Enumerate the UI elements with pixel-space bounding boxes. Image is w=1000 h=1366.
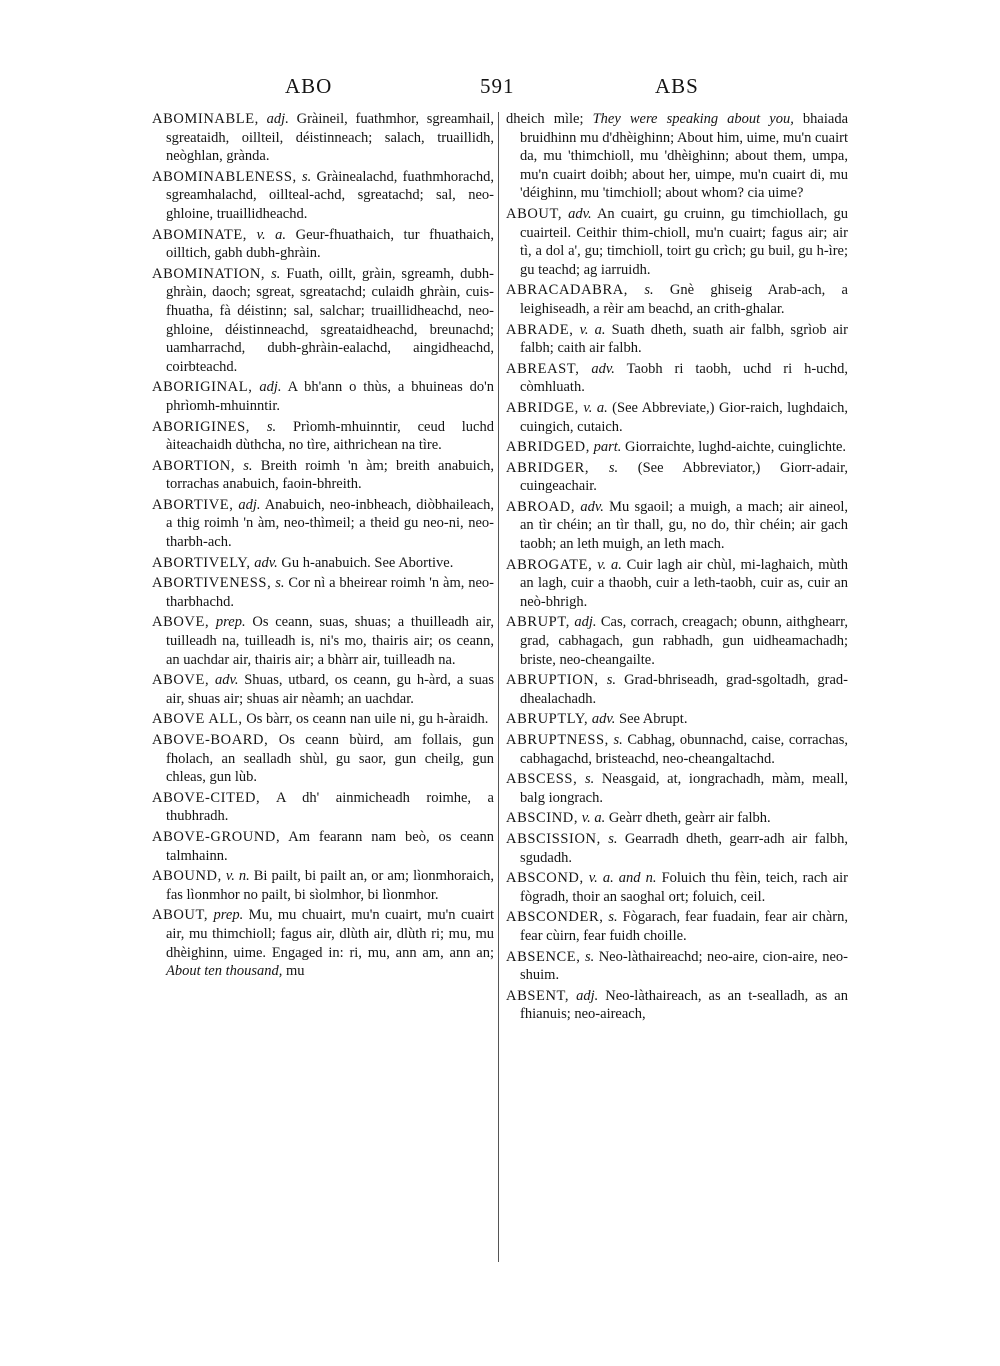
entry-headword: ABOVE ALL,: [152, 711, 243, 728]
entry-definition-continued: bhaiada bruidhinn mu d'dhèighinn; About him, uime, mu'n cuairt da, mu 'thimchioll, mu 'dhèighinn; about them, umpa, mu'n cuairt doibh; about her, uimpe, mu'n cuairt di, mu 'déighinn, mu 'timchioll; about whom? cia uime?: [520, 111, 848, 202]
entry-headword: ABSENT,: [506, 987, 570, 1004]
header-right-guideword: ABS: [655, 74, 699, 98]
entry-part-of-speech: v. a.: [583, 399, 608, 416]
entry-part-of-speech: adv.: [580, 498, 604, 515]
entry-definition: Gearradh dheth, gearr-adh air falbh, sgudadh.: [520, 830, 848, 866]
dictionary-entry: [152, 789, 494, 826]
entry-example: They were speaking about you,: [592, 111, 794, 127]
entry-definition: Gu h-anabuich. See Abortive.: [277, 554, 454, 571]
entry-definition: Giorraichte, lughd-aichte, cuinglichte.: [621, 439, 847, 456]
entry-headword: ABOMINATION,: [152, 265, 266, 282]
entry-headword: ABSCONDER,: [506, 909, 604, 926]
entry-part-of-speech: s.: [275, 575, 285, 592]
entry-headword: ABORTIVELY,: [152, 554, 251, 571]
header-left-guideword: ABO: [285, 74, 333, 98]
right-column: [506, 110, 848, 1026]
entry-headword: ABOMINATE,: [152, 226, 248, 243]
dictionary-entry: [506, 948, 848, 985]
entry-part-of-speech: v. a.: [581, 810, 606, 827]
entry-part-of-speech: s.: [266, 418, 277, 435]
entry-part-of-speech: s.: [271, 265, 281, 282]
dictionary-entry: [506, 809, 848, 828]
entry-definition: Taobh ri taobh, uchd ri h-uchd, còmhluath.: [520, 360, 848, 396]
entry-headword: ABOUT,: [152, 907, 209, 924]
entry-part-of-speech: s.: [606, 672, 616, 689]
dictionary-entry: [152, 226, 494, 263]
dictionary-entry: [152, 496, 494, 552]
dictionary-entry: [152, 418, 494, 455]
dictionary-entry: [506, 770, 848, 807]
entry-headword: ABSCISSION,: [506, 830, 601, 847]
dictionary-entry: [152, 906, 494, 980]
dictionary-entry: [506, 438, 848, 457]
entry-part-of-speech: adv.: [214, 672, 239, 689]
entry-definition: Prìomh-mhuinntir, ceud luchd àiteachaidh dùthcha, no tìre, aithrichean na tìre.: [166, 418, 494, 454]
entry-part-of-speech: v. n.: [225, 868, 250, 885]
entry-definition: Cuir lagh air chùl, mi-laghaich, mùth an lagh, cuir a thaobh, cuir a leth-taobh, cuir as, cuir an neò-bhrigh.: [520, 556, 848, 610]
entry-part-of-speech: part.: [593, 439, 622, 456]
dictionary-entry: [152, 265, 494, 377]
entry-part-of-speech: v. a.: [597, 556, 622, 573]
running-head: [150, 74, 850, 104]
entry-headword: ABORTION,: [152, 457, 236, 474]
entry-part-of-speech: v. a.: [579, 321, 606, 338]
entry-part-of-speech: adj.: [574, 614, 597, 631]
dictionary-entry: [506, 731, 848, 768]
entry-part-of-speech: adj.: [238, 496, 261, 513]
entry-part-of-speech: adv.: [254, 554, 278, 571]
entry-headword: ABORIGINES,: [152, 418, 251, 435]
entry-headword: ABORTIVENESS,: [152, 575, 272, 592]
entry-part-of-speech: s.: [584, 948, 595, 965]
entry-headword: ABRACADABRA,: [506, 282, 629, 299]
dictionary-entry: [506, 556, 848, 612]
dictionary-entry: [506, 710, 848, 729]
entry-headword: ABORIGINAL,: [152, 379, 253, 396]
dictionary-entry: [152, 671, 494, 708]
entry-definition: A bh'ann o thùs, a bhuineas do'n phrìomh-mhuinntir.: [166, 379, 495, 414]
dictionary-entry: [506, 281, 848, 318]
entry-definition: Anabuich, neo-inbheach, diòbhaileach, a thig roimh 'n àm, neo-thìmeil; a theid gu neo-ni, neo-tharbh-ach.: [166, 496, 494, 551]
dictionary-entry: [506, 205, 848, 279]
entry-definition: Grad-bhriseadh, grad-sgoltadh, grad-dhealachadh.: [520, 672, 848, 707]
entry-definition: Neo-làthaireach, as an t-sealladh, as an fhianuis; neo-aireach,: [520, 987, 848, 1023]
entry-part-of-speech: s.: [608, 830, 618, 847]
dictionary-entry: [506, 459, 848, 496]
entry-part-of-speech: v. a. and n.: [588, 870, 657, 887]
entry-definition: Os ceann bùird, am follais, gun fholach, an sealladh shùl, gu saor, gun cheilg, gun chleas, gun lùb.: [166, 732, 494, 786]
entry-part-of-speech: adj.: [576, 987, 599, 1004]
entry-definition: Gràineil, fuathmhor, sgreamhail, sgreataidh, oillteil, déistinneach; salach, truaillidh, neòghlan, grànda.: [166, 111, 494, 165]
entry-headword: ABRIDGER,: [506, 459, 590, 476]
entry-definition: Mu, mu chuairt, mu'n cuairt, mu'n cuairt air, mu thimchioll; fagus air, dlùth air, dlùth ri; mu, mu dhèighinn, uime. Engaged in: ri, mu, ann am, ann an;: [166, 907, 494, 961]
dictionary-entry: [506, 869, 848, 906]
dictionary-entry: [152, 731, 494, 787]
entry-definition: (See Abbreviate,) Gior-raich, lughdaich, cuingich, cutaich.: [520, 399, 848, 435]
entry-definition: Foluich thu fèin, teich, rach air fògradh, thoir an saoghal ort; foluich, ceil.: [520, 870, 848, 905]
dictionary-entry: [152, 828, 494, 865]
entry-headword: ABRUPTNESS,: [506, 732, 609, 748]
entry-headword: ABORTIVE,: [152, 496, 234, 513]
dictionary-entry: [152, 168, 494, 224]
entry-headword: ABOUND,: [152, 868, 222, 885]
entry-headword: ABRIDGED,: [506, 439, 590, 456]
entry-definition: Bi pailt, bi pailt an, or am; lìonmhoraich, fas lìonmhor no pailt, bi sìolmhor, bi lìonmhor.: [166, 868, 495, 903]
entry-definition: Cas, corrach, creagach; obunn, aithghearr, grad, cabhagach, gun rabhadh, gun uidheamachadh; briste, neo-cheangailte.: [520, 614, 849, 668]
entry-part-of-speech: prep.: [213, 907, 244, 924]
column-divider: [498, 112, 499, 1262]
entry-headword: ABOVE-BOARD,: [152, 732, 269, 748]
entry-headword: ABRIDGE,: [506, 399, 579, 416]
entry-definition: Geur-fhuathaich, tur fhuathaich, oilltich, gabh dubh-ghràin.: [166, 226, 494, 262]
entry-part-of-speech: s.: [613, 732, 623, 748]
dictionary-entry: [506, 908, 848, 945]
entry-headword: ABRUPTION,: [506, 672, 599, 689]
entry-definition: Cor nì a bheirear roimh 'n àm, neo-tharbhachd.: [166, 575, 495, 610]
entry-definition: Am fearann nam beò, os ceann talmhainn.: [166, 828, 494, 864]
entry-headword: ABOVE-CITED,: [152, 789, 261, 806]
entry-headword: ABRUPT,: [506, 614, 570, 631]
entry-definition: (See Abbreviator,) Giorr-adair, cuingeachair.: [520, 459, 849, 495]
entry-definition: Breith roimh 'n àm; breith anabuich, torrachas anabuich, faoin-bhreith.: [166, 457, 494, 493]
dictionary-entry: [152, 554, 494, 573]
entry-part-of-speech: s.: [243, 457, 253, 474]
entry-part-of-speech: s.: [644, 282, 654, 299]
entry-definition: Neasgaid, at, iongrachadh, màm, meall, balg iongrach.: [520, 771, 849, 806]
entry-headword: ABSCIND,: [506, 810, 579, 827]
dictionary-entry: [506, 613, 848, 669]
left-column: [152, 110, 494, 983]
entry-part-of-speech: adj.: [266, 111, 289, 127]
entry-definition: A dh' ainmicheadh roimhe, a thubhradh.: [166, 789, 494, 825]
entry-definition: Geàrr dheth, geàrr air falbh.: [605, 810, 771, 827]
dictionary-entry: [506, 110, 848, 203]
entry-headword: ABOMINABLE,: [152, 111, 259, 127]
entry-definition: Neo-làthaireachd; neo-aire, cion-aire, neo-shuim.: [520, 948, 848, 984]
dictionary-entry: [506, 830, 848, 867]
entry-definition: Os ceann, suas, shuas; a thuilleadh air, tuilleadh na, tuilleadh is, ni's mo, thairis air; os ceann, an uachdar air, thairis air; a bhàrr air, tuilleadh na.: [166, 614, 494, 668]
entry-definition: Fògarach, fear fuadain, fear air chàrn, fear cùirn, fear fuidh choille.: [520, 909, 849, 944]
entry-headword: ABSCESS,: [506, 771, 578, 788]
dictionary-entry: [152, 378, 494, 415]
dictionary-entry: [506, 671, 848, 708]
entry-definition: See Abrupt.: [615, 711, 688, 728]
entry-part-of-speech: s.: [301, 168, 312, 185]
dictionary-entry: [152, 867, 494, 904]
page-number: 591: [480, 74, 515, 98]
dictionary-entry: [152, 710, 494, 729]
entry-headword: ABROGATE,: [506, 556, 593, 573]
entry-definition: Shuas, utbard, os ceann, gu h-àrd, a suas air, shuas air; shuas air nèamh; an uachdar.: [166, 672, 495, 707]
entry-part-of-speech: adv.: [568, 205, 592, 222]
entry-headword: ABREAST,: [506, 360, 580, 377]
entry-definition: Os bàrr, os ceann nan uile ni, gu h-àraidh.: [246, 711, 489, 728]
dictionary-entry: [506, 987, 848, 1024]
dictionary-entry: [152, 574, 494, 611]
entry-headword: ABOVE,: [152, 672, 210, 689]
entry-part-of-speech: adv.: [591, 711, 616, 728]
entry-definition: Cabhag, obunnachd, caise, corrachas, cabhagachd, bristeachd, neo-cheangaltachd.: [520, 732, 848, 767]
entry-headword: ABOVE,: [152, 614, 210, 631]
entry-definition: Mu sgaoil; a muigh, a mach; air aineol, an tìr chéin; an tìr thall, gu, no do, thìr chéin; air gach taobh; an leth muigh, an leth mach.: [520, 498, 849, 553]
entry-definition: Gnè ghiseig Arab-ach, a leighiseadh, a rèir am beachd, an crith-ghalar.: [520, 282, 848, 317]
entry-headword: ABSENCE,: [506, 948, 581, 965]
dictionary-entry: [152, 457, 494, 494]
entry-part-of-speech: adj.: [259, 379, 282, 396]
entry-definition: Suath dheth, suath air falbh, sgrìob air falbh; caith air falbh.: [520, 321, 848, 357]
entry-definition: An cuairt, gu cruinn, gu timchiollach, gu cuairteil. Ceithir thim-chioll, mu'n cuairt; fagus air; air tì, a dol a', gu; timchioll, toirt gu crìch; gu buil, gu h-ìre; gu teachd; ag iarruidh.: [520, 205, 849, 278]
entry-part-of-speech: adv.: [591, 360, 615, 377]
entry-definition-continued: mu: [282, 963, 305, 980]
entry-definition: Fuath, oillt, gràin, sgreamh, dubh-ghràin, daoch; sgreat, sgreatachd; culaidh ghràin, cuis-fhuatha, fà déistinn; sal, salchar; truaillidheachd, neo-ghloine, déistinneachd, sgreataidheachd, breunachd; uamharrachd, dubh-ghràin-ealachd, aingidheachd, coirbteachd.: [166, 265, 495, 375]
entry-headword: ABOVE-GROUND,: [152, 828, 281, 845]
entry-definition: dheich mìle;: [506, 111, 593, 127]
dictionary-entry: [506, 498, 848, 554]
entry-part-of-speech: prep.: [215, 614, 246, 631]
entry-headword: ABROAD,: [506, 498, 576, 515]
dictionary-entry: [506, 399, 848, 436]
entry-headword: ABSCOND,: [506, 870, 584, 887]
dictionary-entry: [152, 613, 494, 669]
entry-part-of-speech: v. a.: [256, 226, 287, 243]
entry-part-of-speech: s.: [608, 459, 619, 476]
entry-headword: ABRUPTLY,: [506, 711, 589, 728]
dictionary-entry: [506, 360, 848, 397]
dictionary-entry: [152, 110, 494, 166]
entry-part-of-speech: s.: [584, 771, 595, 788]
dictionary-entry: [506, 321, 848, 358]
entry-definition: Gràinealachd, fuathmhorachd, sgreamhalachd, oillteal-achd, sgreatachd; sal, neo-ghloine, truaillidheachd.: [166, 168, 494, 222]
entry-headword: ABOMINABLENESS,: [152, 168, 297, 185]
entry-part-of-speech: s.: [608, 909, 618, 926]
entry-headword: ABRADE,: [506, 321, 574, 338]
entry-headword: ABOUT,: [506, 205, 563, 222]
entry-example: About ten thousand,: [166, 963, 283, 980]
